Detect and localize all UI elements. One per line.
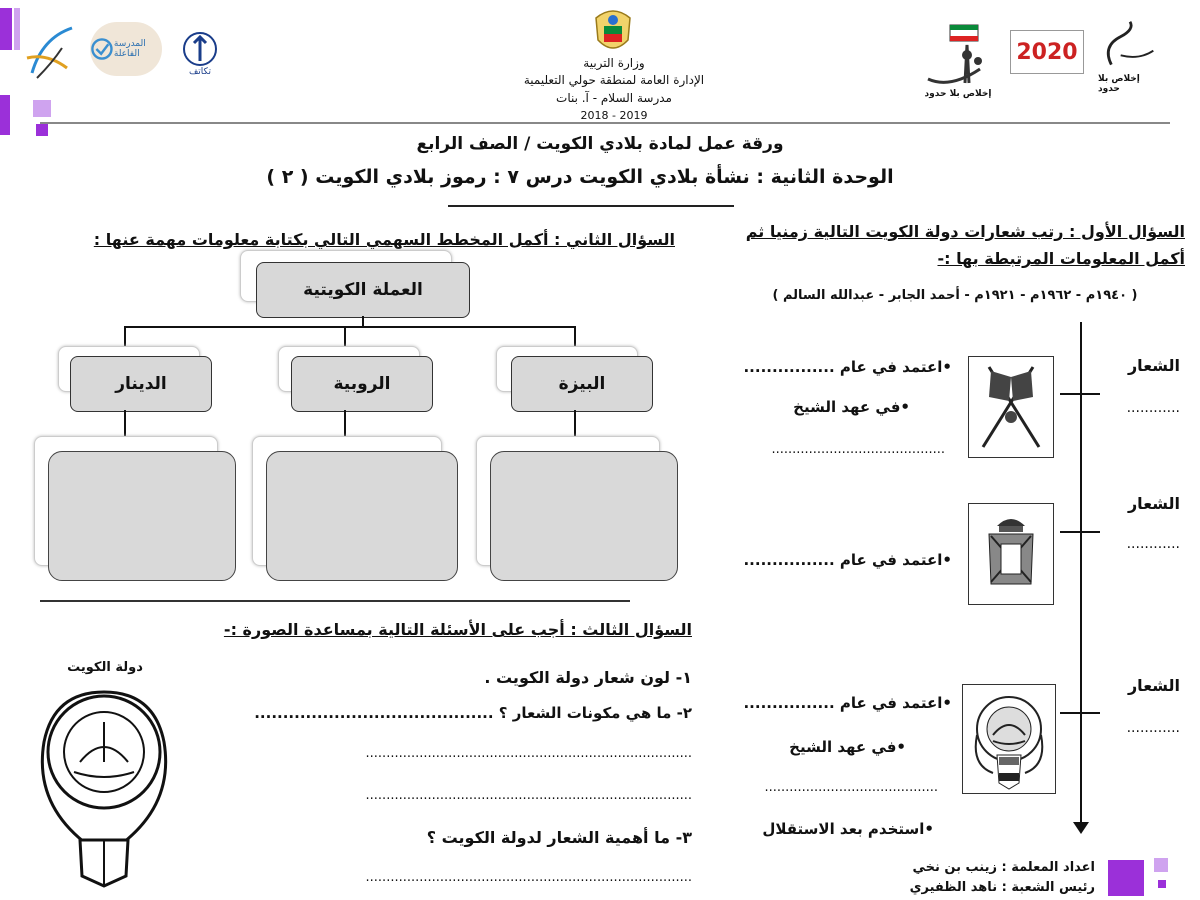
node-rupee: الروبية [291, 356, 433, 412]
worksheet-title: ورقة عمل لمادة بلادي الكويت / الصف الرابع [416, 134, 784, 154]
title-underline [448, 205, 734, 207]
connector [124, 326, 576, 328]
logo-vision-2020-text: 2020 [1016, 39, 1078, 65]
answer-box-rupee[interactable] [266, 451, 458, 581]
q1-label-1: الشعار [1127, 356, 1180, 375]
answer-box-baiza[interactable] [490, 451, 678, 581]
timeline-tick [1060, 531, 1100, 533]
q1-heading: السؤال الأول : رتب شعارات دولة الكويت التالية زمنيا ثم [745, 222, 1185, 241]
emblem-crown [968, 503, 1054, 605]
corner-square [0, 8, 12, 50]
q1-item1-year: •اعتمد في عام ................ [743, 358, 952, 376]
header-divider [40, 122, 1170, 124]
q1-options: ( ١٩٤٠م - ١٩٦٢م - ١٩٢١م - أحمد الجابر - عبدالله السالم ) [772, 288, 1138, 303]
q3-answer-line[interactable]: ............................................................................... [365, 746, 692, 761]
root-node: العملة الكويتية [256, 262, 470, 318]
q1-item3-year: •اعتمد في عام ................ [743, 694, 952, 712]
logo-swoosh [22, 18, 82, 88]
q1-heading-2: أكمل المعلومات المرتبطة بها :- [937, 249, 1185, 268]
q1-label-3: الشعار [1127, 676, 1180, 695]
connector [574, 410, 576, 436]
q3-answer-line[interactable]: ............................................................................... [365, 788, 692, 803]
q1-label-2: الشعار [1127, 494, 1180, 513]
q3-question-1: ١- لون شعار دولة الكويت . [484, 668, 692, 687]
footer-head-of-dept: رئيس الشعبة : ناهد الظفيري [909, 880, 1095, 895]
logo-takatof-text: تكاتف [188, 67, 212, 77]
corner-square [36, 124, 48, 136]
footer-prepared-by: اعداد المعلمة : زينب بن نخي [912, 860, 1095, 875]
q3-question-3: ٣- ما أهمية الشعار لدولة الكويت ؟ [426, 828, 692, 847]
node-dinar: الدينار [70, 356, 212, 412]
corner-square [1108, 860, 1144, 896]
q1-item2-year: •اعتمد في عام ................ [743, 551, 952, 569]
connector [362, 316, 364, 326]
emblem-falcon [962, 684, 1056, 794]
q3-heading: السؤال الثالث : أجب على الأسئلة التالية بمساعدة الصورة :- [223, 620, 692, 639]
q1-item1-sheikh: •في عهد الشيخ [793, 398, 910, 416]
answer-box-dinar[interactable] [48, 451, 236, 581]
timeline-axis [1080, 322, 1082, 824]
logo-active-school-text: المدرسة الفاعلة [113, 39, 146, 59]
q1-item3-answer[interactable]: .......................................... [764, 780, 938, 795]
timeline-arrow-icon [1073, 822, 1089, 834]
logo-takatof [178, 26, 222, 82]
timeline-tick [1060, 712, 1100, 714]
corner-square [14, 8, 20, 50]
connector [344, 410, 346, 436]
corner-square [33, 100, 51, 117]
q3-question-2: ٢- ما هي مكونات الشعار ؟ .......................................... [254, 704, 692, 722]
directorate-name: الإدارة العامة لمنطقة حولي التعليمية [523, 73, 705, 87]
q1-item3-after: •استخدم بعد الاستقلال [762, 820, 934, 838]
school-year: 2018 - 2019 [580, 109, 648, 122]
q1-item3-sheikh: •في عهد الشيخ [789, 738, 906, 756]
q1-label-2-blank: ............ [1126, 536, 1180, 552]
kuwait-emblem-outline [14, 652, 194, 890]
emblem-crossed-flags [968, 356, 1054, 458]
q1-item1-answer[interactable]: .......................................... [771, 442, 945, 457]
q2-heading: السؤال الثاني : أكمل المخطط السهمي التالي بكتابة معلومات مهمة عنها : [93, 230, 675, 249]
emblem-text: دولة الكويت [67, 660, 143, 675]
kuwait-crest-icon [592, 4, 634, 56]
logo-active-school [90, 22, 162, 76]
section-divider [40, 600, 630, 602]
timeline-tick [1060, 393, 1100, 395]
node-baiza: البيزة [511, 356, 653, 412]
logo-kuwait-towers [918, 14, 998, 104]
logo-calligraphy-caption: إخلاص بلا حدود [1098, 74, 1140, 94]
corner-square [0, 95, 10, 135]
logo-kuwait-towers-caption: إخلاص بلا حدود [924, 89, 992, 99]
corner-square [1154, 858, 1168, 872]
unit-lesson-title: الوحدة الثانية : نشأة بلادي الكويت درس ٧ : رموز بلادي الكويت ( ٢ ) [266, 166, 894, 188]
q3-answer-line[interactable]: ............................................................................... [365, 870, 692, 885]
q1-label-3-blank: ............ [1126, 720, 1180, 736]
logo-vision-2020 [1010, 30, 1084, 74]
connector [124, 410, 126, 436]
logo-calligraphy [1098, 18, 1162, 94]
ministry-name: وزارة التربية [583, 56, 645, 70]
school-name: مدرسة السلام - آ. بنات [556, 91, 672, 105]
corner-square [1158, 880, 1166, 888]
q1-label-1-blank: ............ [1126, 400, 1180, 416]
